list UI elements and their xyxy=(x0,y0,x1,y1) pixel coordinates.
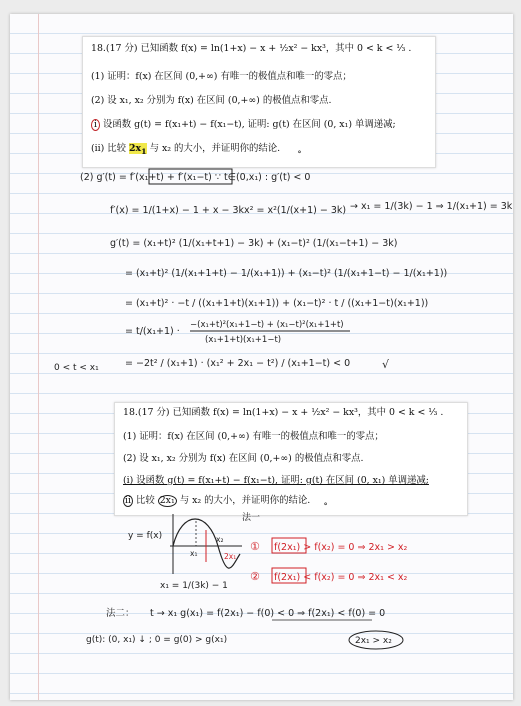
hw-check-mark: √ xyxy=(382,358,390,371)
red-result-1: f(2x₁) > f(x₂) = 0 ⇒ 2x₁ > x₂ xyxy=(274,542,408,553)
red-result-2: f(2x₁) < f(x₂) = 0 ⇒ 2x₁ < x₂ xyxy=(274,572,408,583)
hw-line-4: g′(t) = (x₁+t)² (1/(x₁+t+1) − 3k) + (x₁−t)² (1/(x₁−t+1) − 3k) xyxy=(110,238,398,249)
notebook-page xyxy=(10,14,513,700)
hw-line-7-left: = t/(x₁+1) · xyxy=(125,326,180,337)
hw-below-graph: x₁ = 1/(3k) − 1 xyxy=(160,581,228,591)
hw-line-1: (2) g′(t) = f′(x₁+t) + f′(x₁−t) ∵ t∈(0,x₁) : g′(t) < 0 xyxy=(80,172,311,183)
tick-mark-2: ˳ xyxy=(323,495,328,506)
problem-sub-ii-2: ii 比较 2x₁ 与 x₂ 的大小，并证明你的结论. ˳ xyxy=(125,495,328,506)
highlight-2x1: $2x_1$ xyxy=(129,143,147,156)
problem-sub-i: i 设函数 g(t) = f(x₁+t) − f(x₁−t), 证明: g(t) 在区间 (0, x₁) 单调递减; xyxy=(91,119,396,131)
hw-line-7-num: −(x₁+t)²(x₁+1−t) + (x₁−t)²(x₁+1+t) xyxy=(190,320,344,330)
hw-line-8: = −2t² / (x₁+1) · (x₁² + 2x₁ − t²) / (x₁+1−t) < 0 xyxy=(125,358,351,369)
hw-result: 2x₁ > x₂ xyxy=(355,636,392,646)
graph-x2-label: x₂ xyxy=(216,535,224,544)
problem-header: 18.(17 分) 已知函数 f(x) = ln(1+x) − x + ½x² − kx³，其中 0 < k < ⅓ . xyxy=(91,43,412,54)
red-circle-2: ② xyxy=(250,570,260,583)
tick-mark: ˳ xyxy=(297,143,302,154)
hw-g-line: g(t): (0, x₁) ↓ ; 0 = g(0) > g(x₁) xyxy=(86,635,228,645)
hw-line-6: = (x₁+t)² · −t / ((x₁+1+t)(x₁+1)) + (x₁−t)² · t / ((x₁+1−t)(x₁+1)) xyxy=(125,298,429,309)
hw-fa2-text: t → x₁ g(x₁) = f(2x₁) − f(0) < 0 ⇒ f(2x₁) < f(0) = 0 xyxy=(150,608,386,619)
problem-part-1-2: (1) 证明：f(x) 在区间 (0,+∞) 有唯一的极值点和唯一的零点； xyxy=(123,431,384,442)
red-circle-mark: i xyxy=(91,119,100,131)
problem-part-2-2: (2) 设 x₁, x₂ 分别为 f(x) 在区间 (0,+∞) 的极值点和零点. xyxy=(123,453,364,464)
problem-sub-ii: (ii) 比较 $2x_1$ 与 x₂ 的大小，并证明你的结论. ˳ xyxy=(91,143,302,156)
red-circle-1: ① xyxy=(250,540,260,553)
graph-x1-label: x₁ xyxy=(190,549,198,558)
problem-sub-i-2: (i) 设函数 g(t) = f(x₁+t) − f(x₁−t), 证明: g(t) 在区间 (0, x₁) 单调递减; xyxy=(123,475,429,486)
hw-fa-label: 法一 xyxy=(242,513,261,523)
hw-line-7-den: (x₁+1+t)(x₁+1−t) xyxy=(205,335,282,345)
hw-fa2-label: 法二： xyxy=(106,608,135,619)
hw-line-5: = (x₁+t)² (1/(x₁+1+t) − 1/(x₁+1)) + (x₁−t)² (1/(x₁+1−t) − 1/(x₁+1)) xyxy=(125,268,448,279)
hw-side-note: 0 < t < x₁ xyxy=(54,363,99,373)
sketch-graph xyxy=(128,514,242,574)
problem-part-2: (2) 设 x₁, x₂ 分别为 f(x) 在区间 (0,+∞) 的极值点和零点. xyxy=(91,95,332,106)
circled-2x1: 2x₁ xyxy=(159,495,175,506)
problem-header-2: 18.(17 分) 已知函数 f(x) = ln(1+x) − x + ½x² − kx³，其中 0 < k < ⅓ . xyxy=(123,407,444,418)
graph-2x1-label: 2x₁ xyxy=(224,552,237,561)
hw-line-3: → x₁ = 1/(3k) − 1 ⇒ 1/(x₁+1) = 3k xyxy=(350,201,513,212)
handwritten-work xyxy=(10,14,513,700)
circled-ii: ii xyxy=(125,495,131,506)
hw-line-2: f′(x) = 1/(1+x) − 1 + x − 3kx² = x²(1/(x+1) − 3k) xyxy=(110,205,347,216)
graph-y-label: y = f(x) xyxy=(128,531,163,541)
problem-part-1: (1) 证明：f(x) 在区间 (0,+∞) 有唯一的极值点和唯一的零点； xyxy=(91,71,352,82)
